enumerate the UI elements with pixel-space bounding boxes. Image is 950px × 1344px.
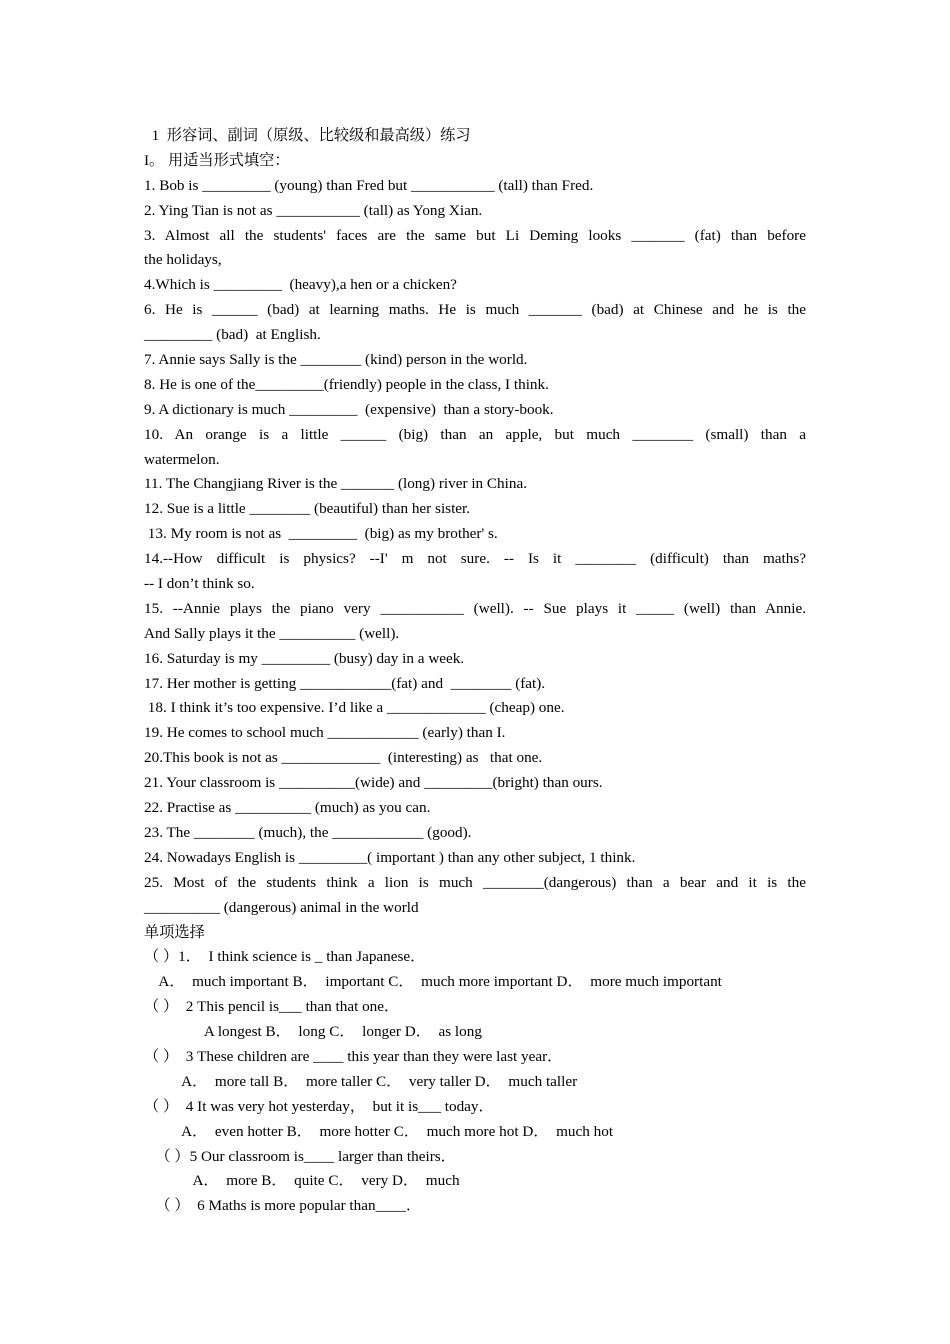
text-line: （ ） 6 Maths is more popular than____． [144, 1197, 422, 1215]
text-line: 2. Ying Tian is not as ___________ (tall) as Yong Xian. [144, 201, 483, 219]
text-line: 17. Her mother is getting ____________(fat) and ________ (fat). [144, 674, 546, 692]
text-line: 15. --Annie plays the piano very ___________ (well). -- Sue plays it _____ (well) than Annie. [144, 599, 806, 617]
text-line: 9. A dictionary is much _________ (expensive) than a story-book. [144, 400, 554, 418]
text-line: I。 用适当形式填空： [144, 151, 290, 169]
text-line: And Sally plays it the __________ (well). [144, 624, 400, 642]
text-line: 16. Saturday is my _________ (busy) day in a week. [144, 649, 465, 667]
text-line: the holidays, [144, 251, 222, 269]
text-line: 12. Sue is a little ________ (beautiful) than her sister. [144, 500, 471, 518]
text-line: 1 形容词、副词（原级、比较级和最高级）练习 [144, 127, 471, 144]
text-line: 14.--How difficult is physics? --I' m not sure. -- Is it ________ (difficult) than maths? [144, 550, 806, 568]
text-line: 19. He comes to school much ____________ (early) than I. [144, 724, 506, 742]
text-line: A． more tall B． more taller C． very taller D． much taller [144, 1072, 578, 1090]
text-line: 3. Almost all the students' faces are the same but Li Deming looks _______ (fat) than before [144, 226, 806, 244]
text-line: 21. Your classroom is __________(wide) and _________(bright) than ours. [144, 774, 603, 792]
text-line: A． much important B． important C． much more important D． more much important [144, 973, 722, 991]
text-line: 7. Annie says Sally is the ________ (kind) person in the world. [144, 351, 528, 369]
text-line: （ ） 2 This pencil is___ than that one． [144, 998, 400, 1016]
text-line: 4.Which is _________ (heavy),a hen or a chicken? [144, 276, 457, 294]
text-line: _________ (bad) at English. [144, 326, 321, 344]
text-line: 10. An orange is a little ______ (big) than an apple, but much ________ (small) than a [144, 425, 806, 443]
text-line: 1. Bob is _________ (young) than Fred but ___________ (tall) than Fred. [144, 176, 594, 194]
text-line: 24. Nowadays English is _________( important ) than any other subject, 1 think. [144, 848, 636, 866]
text-line: （ ）1． I think science is _ than Japanese． [144, 948, 426, 966]
text-line: （ ） 3 These children are ____ this year than they were last year． [144, 1047, 563, 1065]
text-line: 23. The ________ (much), the ____________ (good). [144, 823, 472, 841]
text-line: A longest B． long C． longer D． as long [144, 1023, 482, 1041]
text-line: -- I don’t think so. [144, 575, 255, 593]
text-line: 13. My room is not as _________ (big) as my brother' s. [144, 525, 498, 543]
text-line: A． more B． quite C． very D． much [144, 1172, 460, 1190]
text-line: __________ (dangerous) animal in the world [144, 898, 419, 916]
worksheet [144, 124, 806, 1219]
text-line: 18. I think it’s too expensive. I’d like a _____________ (cheap) one. [144, 699, 565, 717]
text-line: 6. He is ______ (bad) at learning maths. He is much _______ (bad) at Chinese and he is the [144, 301, 806, 319]
text-line: 8. He is one of the_________(friendly) people in the class, I think. [144, 375, 549, 393]
text-line: 22. Practise as __________ (much) as you can. [144, 799, 431, 817]
text-line: watermelon. [144, 450, 220, 468]
text-line: 单项选择 [144, 923, 205, 941]
text-line: A． even hotter B． more hotter C． much more hot D． much hot [144, 1122, 614, 1140]
text-line: 20.This book is not as _____________ (interesting) as that one. [144, 749, 543, 767]
text-line: （ ）5 Our classroom is____ larger than theirs． [144, 1147, 456, 1165]
text-line: 25. Most of the students think a lion is much ________(dangerous) than a bear and it is the [144, 873, 806, 891]
text-line: 11. The Changjiang River is the _______ (long) river in China. [144, 475, 528, 493]
text-line: （ ） 4 It was very hot yesterday， but it is___ today． [144, 1097, 494, 1115]
